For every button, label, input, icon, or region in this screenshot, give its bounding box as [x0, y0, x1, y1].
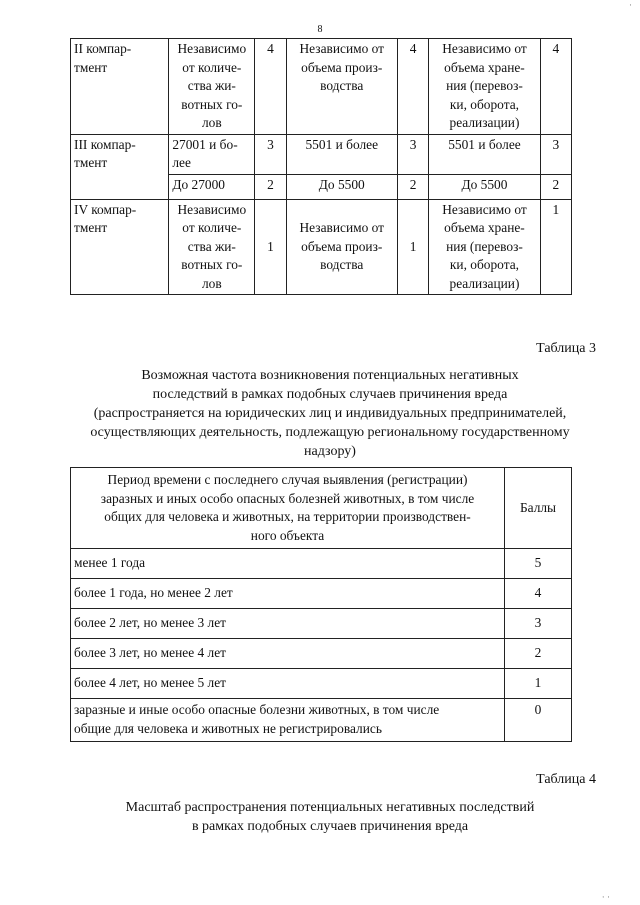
criteria-cell: Независимо от объема произ- водства	[286, 199, 397, 295]
criteria-cell: До 5500	[286, 174, 397, 199]
column-header-period: Период времени с последнего случая выявления (регистрации) заразных и иных особо опасных болезней животных, в том числе общих для человека и животных, на территории производствен- ного объекта	[71, 468, 505, 549]
score-cell: 1	[255, 199, 286, 295]
score-cell: 2	[397, 174, 428, 199]
table-row	[71, 134, 572, 174]
table-4-label: Таблица 4	[536, 772, 596, 787]
table-3	[70, 467, 572, 742]
score-cell: 4	[540, 39, 571, 135]
table-row	[71, 39, 572, 135]
points-cell: 4	[505, 579, 572, 609]
scan-mark-top: ·	[629, 0, 632, 10]
table-2-continuation	[70, 38, 572, 295]
score-cell: 3	[397, 134, 428, 174]
compartment-cell: IV компар- тмент	[71, 199, 169, 295]
points-cell: 5	[505, 549, 572, 579]
period-cell: менее 1 года	[71, 549, 505, 579]
table-3-label: Таблица 3	[536, 341, 596, 356]
criteria-cell: 5501 и более	[286, 134, 397, 174]
period-cell: более 1 года, но менее 2 лет	[71, 579, 505, 609]
table-row	[71, 579, 572, 609]
criteria-cell: Независимо от количе- ства жи- вотных го- лов	[169, 39, 255, 135]
points-cell: 0	[505, 699, 572, 742]
points-cell: 3	[505, 609, 572, 639]
score-cell: 4	[397, 39, 428, 135]
score-cell: 3	[540, 134, 571, 174]
table-row	[71, 609, 572, 639]
criteria-cell: 5501 и более	[429, 134, 541, 174]
table-row	[71, 549, 572, 579]
scan-mark-bottom: · ·	[601, 892, 610, 902]
criteria-cell: До 5500	[429, 174, 541, 199]
table-row	[71, 699, 572, 742]
criteria-cell: До 27000	[169, 174, 255, 199]
table-row	[71, 199, 572, 295]
criteria-cell: Независимо от объема хране- ния (перевоз- ки, оборота, реализации)	[429, 39, 541, 135]
table-row	[71, 639, 572, 669]
period-cell: более 3 лет, но менее 4 лет	[71, 639, 505, 669]
period-cell: заразные и иные особо опасные болезни животных, в том числе общие для человека и животных не регистрировались	[71, 699, 505, 742]
score-cell: 2	[255, 174, 286, 199]
table-row	[71, 669, 572, 699]
points-cell: 1	[505, 669, 572, 699]
table-header-row	[71, 468, 572, 549]
criteria-cell: Независимо от количе- ства жи- вотных го- лов	[169, 199, 255, 295]
compartment-cell: II компар- тмент	[71, 39, 169, 135]
period-cell: более 4 лет, но менее 5 лет	[71, 669, 505, 699]
compartment-cell: III компар- тмент	[71, 134, 169, 199]
points-cell: 2	[505, 639, 572, 669]
period-cell: более 2 лет, но менее 3 лет	[71, 609, 505, 639]
page-number: 8	[317, 24, 323, 35]
score-cell: 1	[397, 199, 428, 295]
criteria-cell: Независимо от объема хране- ния (перевоз- ки, оборота, реализации)	[429, 199, 541, 295]
criteria-cell: 27001 и бо- лее	[169, 134, 255, 174]
score-cell: 4	[255, 39, 286, 135]
score-cell: 3	[255, 134, 286, 174]
criteria-cell: Независимо от объема произ- водства	[286, 39, 397, 135]
score-cell: 1	[540, 199, 571, 295]
table-4-heading: Масштаб распространения потенциальных негативных последствий в рамках подобных случаев причинения вреда	[125, 800, 535, 834]
column-header-points: Баллы	[505, 468, 572, 549]
table-3-heading: Возможная частота возникновения потенциальных негативных последствий в рамках подобных случаев причинения вреда (распространяется на юридических лиц и индивидуальных предпринимателей, осуществляющих деятельность, подлежащую региональному государственному надзору)	[90, 368, 570, 459]
score-cell: 2	[540, 174, 571, 199]
